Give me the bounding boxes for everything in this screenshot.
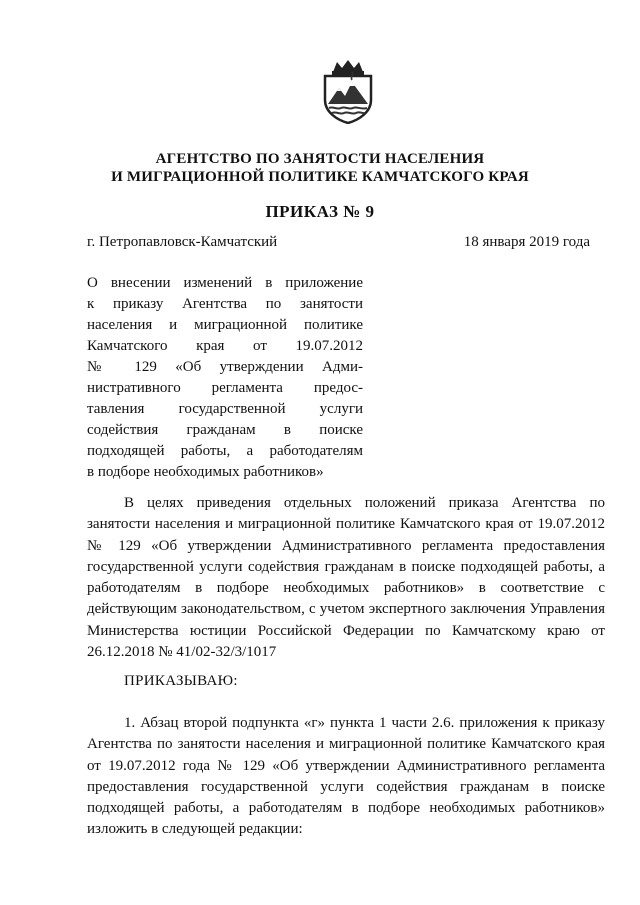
subject-line: населения и миграционной политике <box>87 317 363 333</box>
order-subject <box>87 273 363 483</box>
subject-line: к приказу Агентства по занятости <box>87 296 363 312</box>
decree-word: ПРИКАЗЫВАЮ: <box>124 673 238 689</box>
subject-line: содействия гражданам в поиске <box>87 422 363 438</box>
agency-name <box>0 150 640 186</box>
agency-name-line2: И МИГРАЦИОННОЙ ПОЛИТИКЕ КАМЧАТСКОГО КРАЯ <box>111 169 529 185</box>
subject-line: в подборе необходимых работников» <box>87 464 324 480</box>
order-item-1: 1. Абзац второй подпункта «г» пункта 1 части 2.6. приложения к приказу Агентства по занятости населения и миграционной политике Камчатского края от 19.07.2012 года № 129 «Об утверждении Административного регламента предоставления государственной услуги содействия гражданам в поиске подходящей работы, а работодателям в подборе необходимых работников» изложить в следующей редакции: <box>87 715 605 838</box>
order-date: 18 января 2019 года <box>463 234 590 250</box>
subject-line: подходящей работы, а работодателям <box>87 443 363 459</box>
subject-line: нистративного регламента предос- <box>87 380 363 396</box>
kamchatka-coat-of-arms-icon <box>319 58 377 124</box>
order-place: г. Петропавловск-Камчатский <box>87 234 278 250</box>
preamble-paragraph: В целях приведения отдельных положений приказа Агентства по занятости населения и миграционной политике Камчатского края от 19.07.2012 № 129 «Об утверждении Административного регламента предоставления государственной услуги содействия гражданам в поиске подходящей работы, а работодателям в подборе необходимых работников» в соответствие с действующим законодательством, с учетом экспертного заключения Управления Министерства юстиции Российской Федерации по Камчатскому краю от 26.12.2018 № 41/02-32/3/1017 <box>87 495 605 661</box>
subject-line: № 129 «Об утверждении Адми- <box>87 359 363 375</box>
order-title: ПРИКАЗ № 9 <box>265 202 375 221</box>
agency-name-line1: АГЕНТСТВО ПО ЗАНЯТОСТИ НАСЕЛЕНИЯ <box>155 151 485 167</box>
subject-line: тавления государственной услуги <box>87 401 363 417</box>
subject-line: Камчатского края от 19.07.2012 <box>87 338 363 354</box>
subject-line: О внесении изменений в приложение <box>87 275 363 291</box>
